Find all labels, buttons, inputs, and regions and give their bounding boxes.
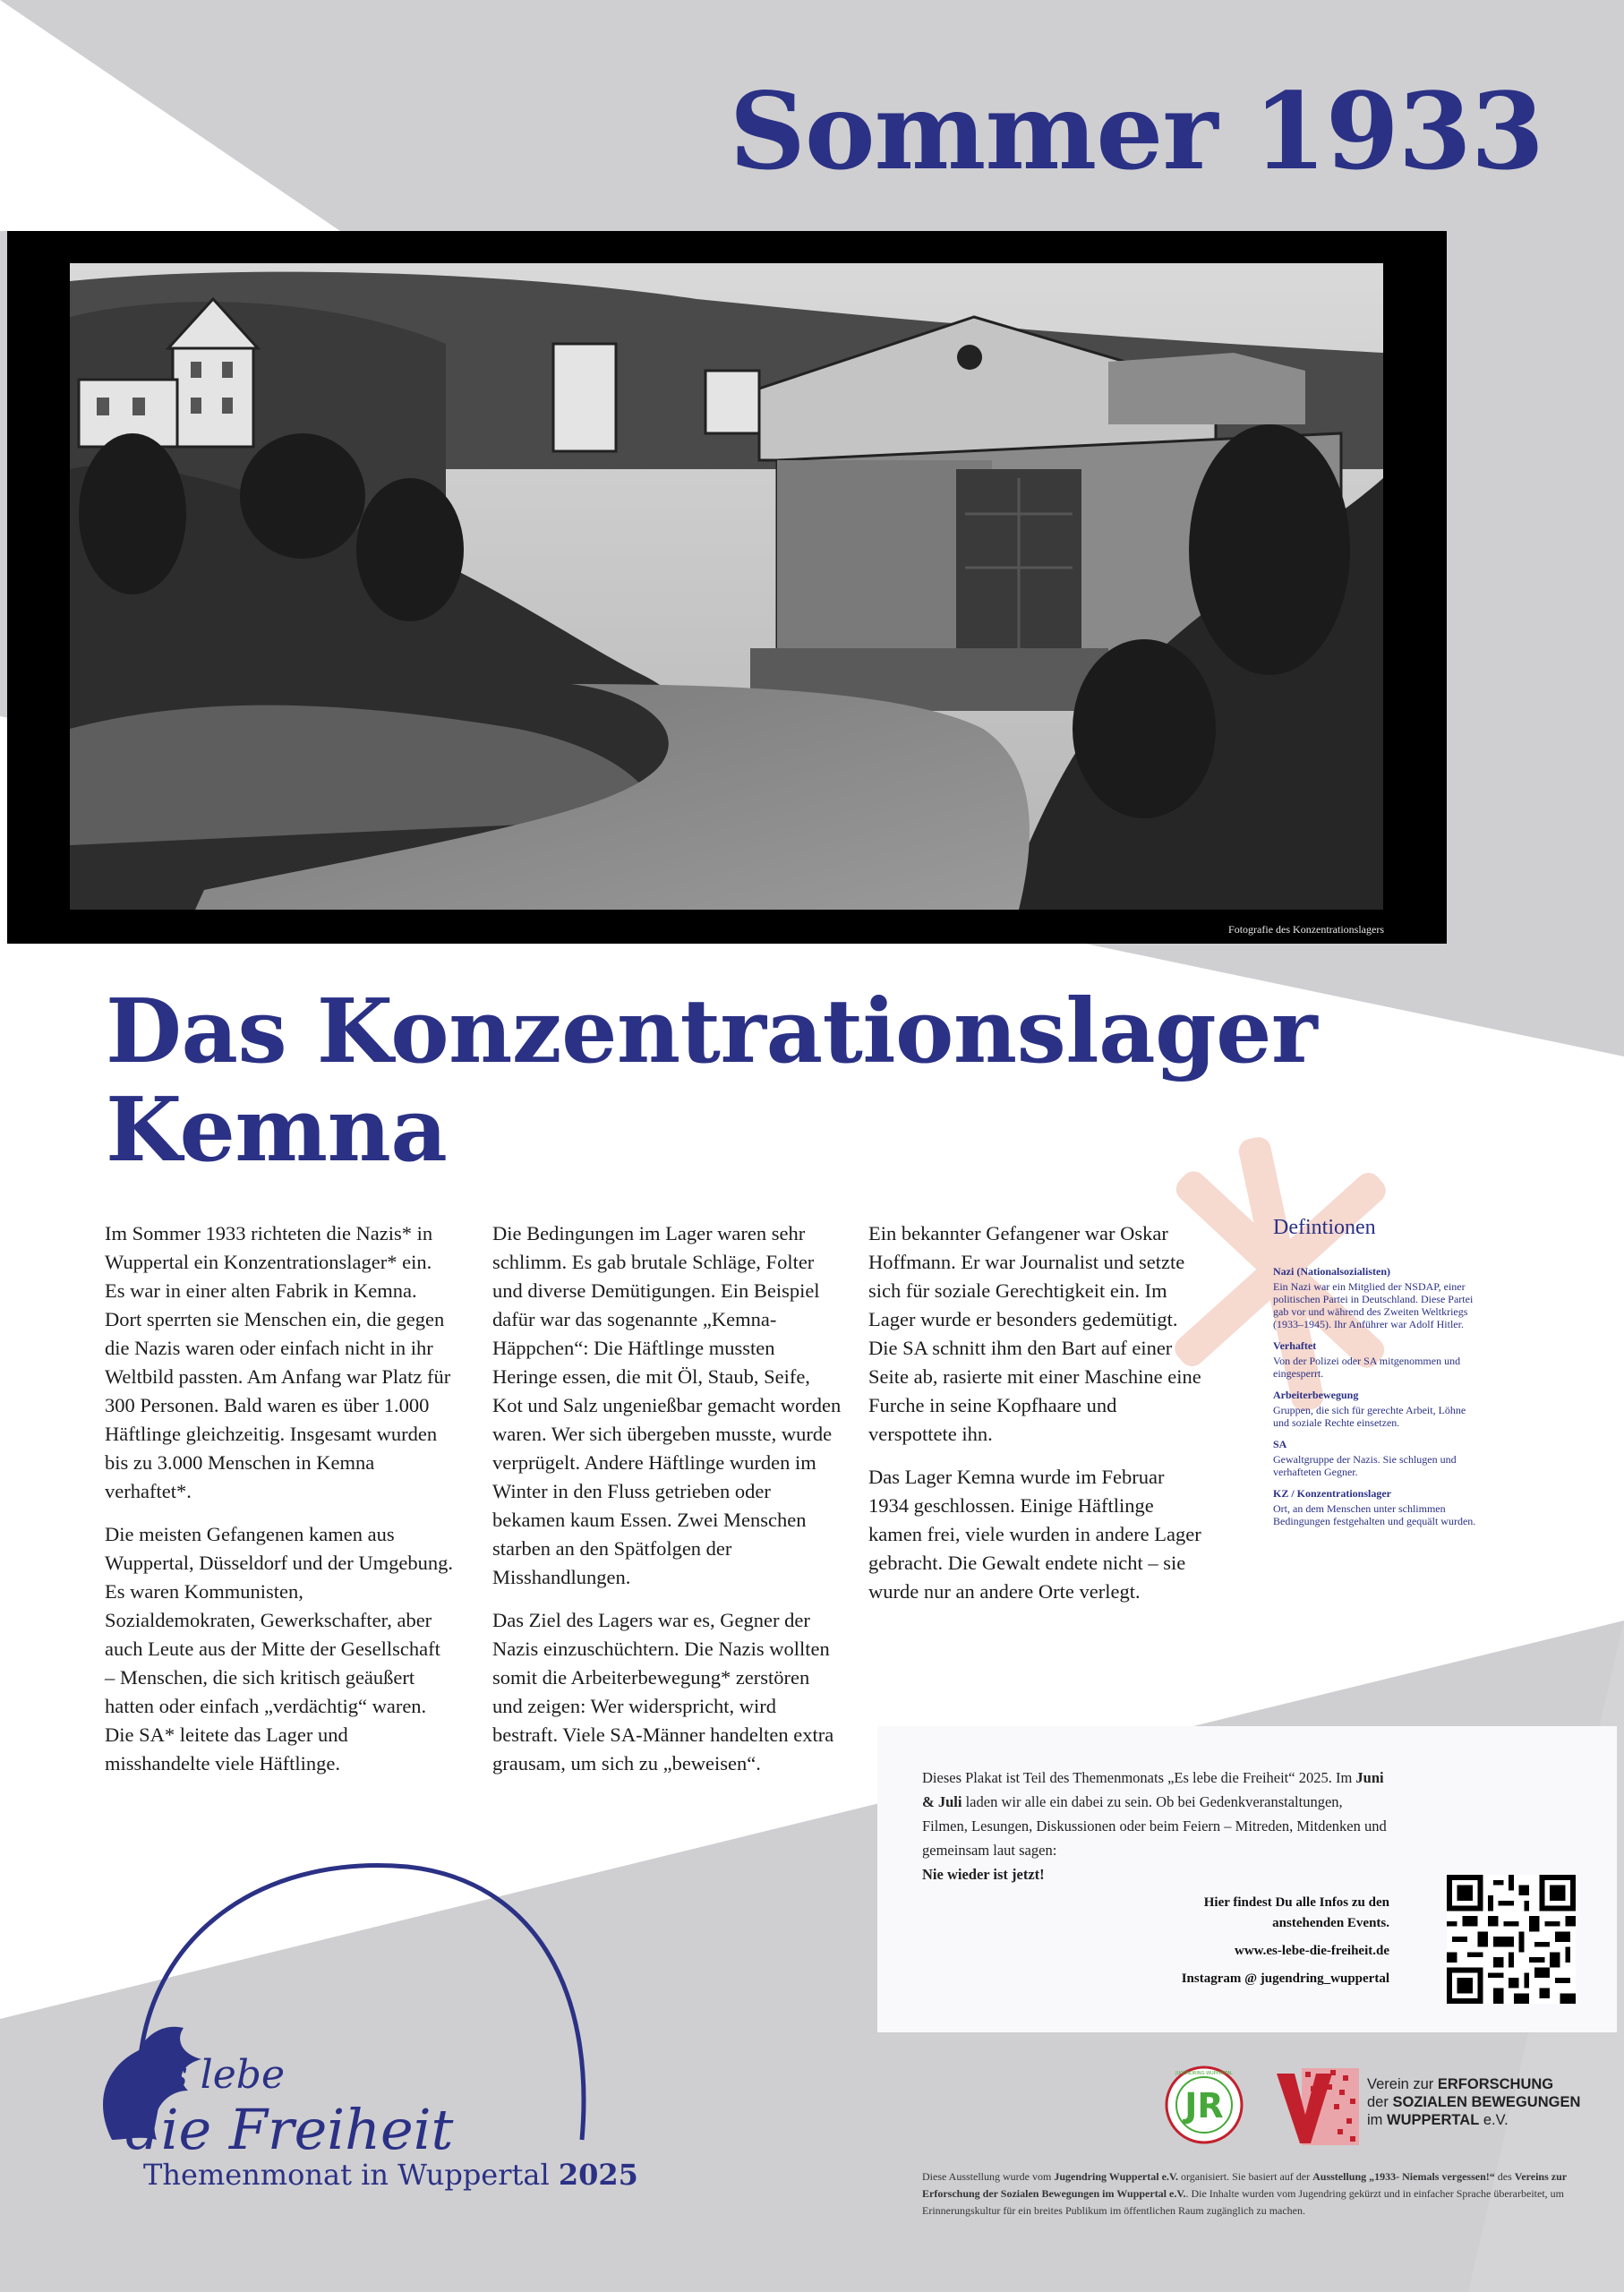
info-months: Juni & Juli xyxy=(922,1769,1384,1810)
logo-year: 2025 xyxy=(558,2158,638,2192)
definition-term: KZ / Konzentrationslager xyxy=(1273,1487,1391,1500)
info-intro-cont: laden wir alle ein dabei zu sein. Ob bei Gedenkveranstaltungen, Filmen, Lesungen, Diskussionen oder beim Feiern – Mitreden, Mitdenken und gemeinsam laut sagen: xyxy=(922,1793,1387,1859)
footer-b: Jugendring Wuppertal e.V. xyxy=(1054,2170,1179,2183)
definition-term: Arbeiterbewegung xyxy=(1273,1389,1359,1401)
paragraph: Ein bekannter Gefangener war Oskar Hoffmann. Er war Journalist und setzte sich für soziale Gerechtigkeit ein. Im Lager wurde er besonders gedemütigt. Die SA schnitt ihm den Bart auf einer Seite ab, rasierte mit einer Maschine eine Furche in seine Kopfhaare und verspottete ihn. xyxy=(868,1222,1201,1445)
paragraph: Die Bedingungen im Lager waren sehr schlimm. Es gab brutale Schläge, Folter und diverse Demütigungen. Ein Beispiel dafür war das sogenannte „Kemna-Häppchen“: Die Häftlinge mussten Heringe essen, die mit Öl, Staub, Seife, Kot und Salz ungenießbar gemacht worden waren. Wer sich übergeben musste, wurde verprügelt. Andere Häftlinge wurden im Winter in den Fluss getrieben oder bekamen kaum Essen. Zwei Menschen starben an den Spätfolgen der Misshandlungen. xyxy=(492,1222,842,1588)
verein-logo xyxy=(1275,2065,1363,2149)
definition-text: Ort, an dem Menschen unter schlimmen Bedingungen festgehalten und gequält wurden. xyxy=(1273,1502,1476,1527)
text-column-1 xyxy=(105,1219,454,1792)
verein-text-3: im xyxy=(1367,2112,1387,2128)
qr-code-icon[interactable] xyxy=(1447,1875,1576,2004)
definition-text: Gewaltgruppe der Nazis. Sie schlugen und verhafteten Gegner. xyxy=(1273,1453,1457,1478)
footer-e: des xyxy=(1494,2170,1515,2183)
definitions-box xyxy=(1273,1216,1481,1536)
photo-caption: Fotografie des Konzentrationslagers xyxy=(1228,923,1384,936)
definition-text: Gruppen, die sich für gerechte Arbeit, Löhne und soziale Rechte einsetzen. xyxy=(1273,1404,1466,1429)
title-line-1: Das Konzentrationslager xyxy=(106,980,1318,1083)
events-note xyxy=(1182,1893,1389,1934)
definitions-heading: Defintionen xyxy=(1273,1216,1376,1239)
website-link[interactable]: www.es-lebe-die-freiheit.de xyxy=(1234,1944,1389,1958)
info-intro: Dieses Plakat ist Teil des Themenmonats „Es lebe die Freiheit“ 2025. Im xyxy=(922,1769,1356,1786)
poster-headline: Sommer 1933 xyxy=(729,69,1543,193)
definition-term: SA xyxy=(1273,1438,1287,1450)
logo-subtitle-text: Themenmonat in Wuppertal xyxy=(143,2158,550,2192)
info-text xyxy=(922,1766,1388,1886)
jr-ring-text: JUGENDRING WUPPERTAL xyxy=(1175,2071,1233,2076)
events-line-2: anstehenden Events. xyxy=(1272,1916,1389,1930)
verein-text-1b: ERFORSCHUNG xyxy=(1437,2076,1554,2092)
instagram-link[interactable]: Instagram @ jugendring_wuppertal xyxy=(1181,1971,1389,1986)
logo-subtitle xyxy=(143,2158,638,2192)
definition-text: Ein Nazi war ein Mitglied der NSDAP, einer politischen Partei in Deutschland. Diese Partei gab vor und während des Zweiten Weltkriegs (1933–1945). Ihr Anführer war Adolf Hitler. xyxy=(1273,1280,1474,1330)
footer-c: organisiert. Sie basiert auf der xyxy=(1178,2170,1313,2183)
paragraph: Im Sommer 1933 richteten die Nazis* in Wuppertal ein Konzentrationslager* ein. Es war in einer alten Fabrik in Kemna. Dort sperrten sie Menschen ein, die gegen die Nazis waren oder einfach nicht in ihr Weltbild passten. Am Anfang war Platz für 300 Personen. Bald waren es über 1.000 Häftlinge gleichzeitig. Insgesamt wurden bis zu 3.000 Menschen in Kemna verhaftet*. xyxy=(105,1222,451,1502)
paragraph: Die meisten Gefangenen kamen aus Wuppertal, Düsseldorf und der Umgebung. Es waren Kommunisten, Sozialdemokraten, Gewerkschafter, aber auch Leute aus der Mitte der Gesellschaft – Menschen, die sich kritisch geäußert hatten oder einfach „verdächtig“ waren. Die SA* leitete das Lager und misshandelte viele Häftlinge. xyxy=(105,1523,454,1775)
text-column-2 xyxy=(492,1219,842,1792)
info-box xyxy=(877,1726,1617,2032)
text-column-3 xyxy=(868,1219,1209,1621)
footer-g: . Die Inhalte wurden vom Jugendring gekürzt und in einfacher Sprache überarbeitet, um Erinnerungskultur für ein breites Publikum im öffentlichen Raum zugänglich zu machen. xyxy=(922,2187,1564,2217)
events-line-1: Hier findest Du alle Infos zu den xyxy=(1203,1895,1389,1910)
footer-d: Ausstellung „1933- Niemals vergessen!“ xyxy=(1312,2170,1495,2183)
jr-label: JR xyxy=(1184,2086,1224,2125)
info-links xyxy=(1182,1893,1389,1997)
es-lebe-die-freiheit-logo xyxy=(85,1844,604,2202)
paragraph: Das Ziel des Lagers war es, Gegner der Nazis einzuschüchtern. Die Nazis wollten somit die Arbeiterbewegung* zerstören und zeigen: Wer widerspricht, wird bestraft. Viele SA-Männer handelten extra grausam, um sich zu „beweisen“. xyxy=(492,1609,834,1775)
paragraph: Das Lager Kemna wurde im Februar 1934 geschlossen. Einige Häftlinge kamen frei, viele wurden in andere Lager gebracht. Die Gewalt endete nicht – sie wurde nur an andere Orte verlegt. xyxy=(868,1466,1201,1603)
title-line-2: Kemna xyxy=(106,1078,448,1182)
footer-f: Vereins zur Erforschung der Sozialen Bewegungen im Wuppertal e.V. xyxy=(922,2170,1567,2200)
definition-term: Nazi (Nationalsozialisten) xyxy=(1273,1265,1390,1278)
verein-text-2b: SOZIALEN BEWEGUNGEN xyxy=(1392,2094,1581,2110)
definition-text: Von der Polizei oder SA mitgenommen und eingesperrt. xyxy=(1273,1355,1461,1380)
verein-text-1: Verein zur xyxy=(1367,2076,1438,2092)
footer-note xyxy=(922,2168,1585,2219)
jugendring-logo xyxy=(1164,2065,1244,2145)
verein-name xyxy=(1367,2075,1580,2129)
logo-line-2: die Freiheit xyxy=(125,2097,454,2162)
camp-photograph xyxy=(70,263,1383,910)
footer-a: Diese Ausstellung wurde vom xyxy=(922,2170,1055,2183)
article-title xyxy=(106,980,1502,1182)
definition-term: Verhaftet xyxy=(1273,1339,1317,1352)
verein-text-3c: e.V. xyxy=(1479,2112,1509,2128)
verein-text-2: der xyxy=(1367,2094,1393,2110)
verein-text-3b: WUPPERTAL xyxy=(1387,2112,1480,2128)
logo-line-1: Es lebe xyxy=(139,2052,286,2098)
photo-frame xyxy=(7,231,1447,944)
info-motto: Nie wieder ist jetzt! xyxy=(922,1866,1045,1883)
